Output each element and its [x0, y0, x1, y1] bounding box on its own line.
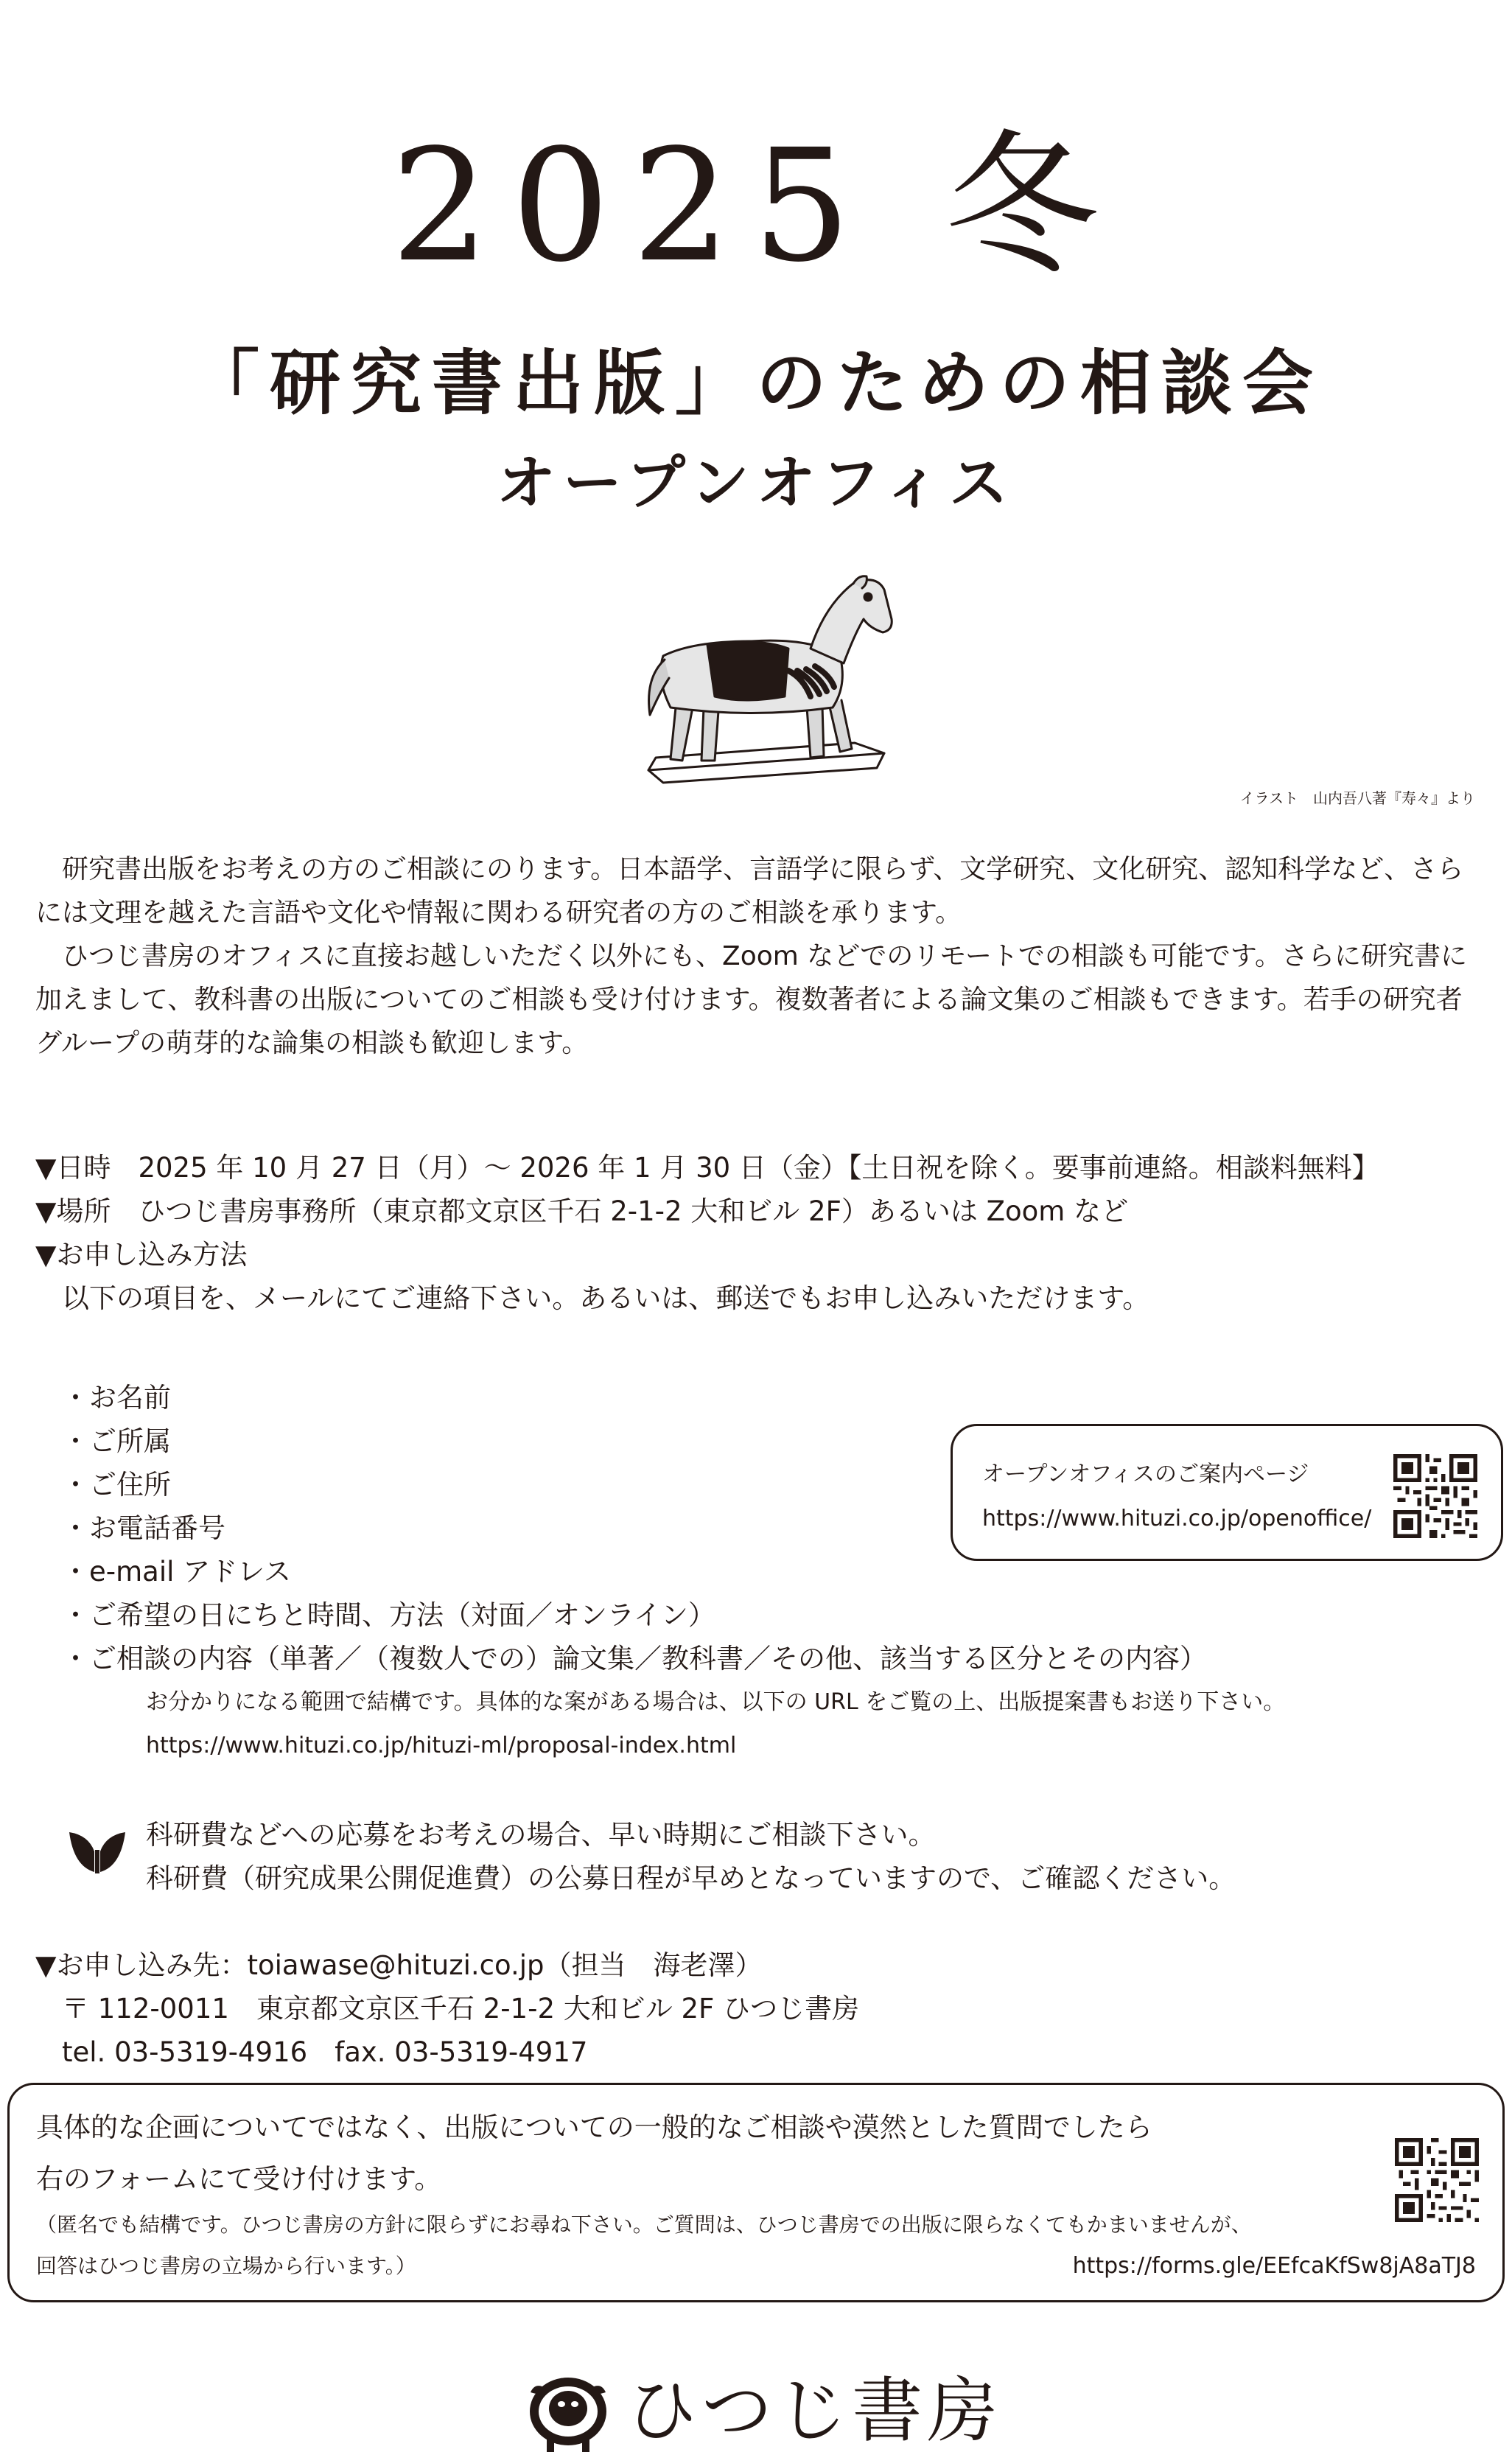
intro-paragraph-2: ひつじ書房のオフィスに直接お越しいただく以外にも、Zoom などでのリモートでの相談も可能です。さらに研究書に加えまして、教科書の出版についてのご相談も受け付けます。複数著者による論文集のご相談もできます。若手の研究者グループの萌芽的な論集の相談も歓迎します。: [35, 941, 1467, 1058]
info-box-label: オープンオフィスのご案内ページ: [982, 1461, 1309, 1487]
place-line: ▼場所 ひつじ書房事務所（東京都文京区千石 2-1-2 大和ビル 2F）あるいは Zoom など: [35, 1195, 1129, 1227]
form-qr-code-icon[interactable]: [1395, 2138, 1479, 2222]
item-phone: ・お電話番号: [62, 1512, 225, 1544]
form-box-note-1: （匿名でも結構です。ひつじ書房の方針に限らずにお尋ね下さい。ご質問は、ひつじ書房での出版に限らなくてもかまいませんが、: [36, 2212, 1252, 2237]
item-email: ・e-mail アドレス: [62, 1556, 292, 1587]
contact-phone-fax: tel. 03-5319-4916 fax. 03-5319-4917: [62, 2036, 588, 2068]
qr-code-icon[interactable]: [1393, 1454, 1477, 1538]
item-preferred-time: ・ご希望の日にちと時間、方法（対面／オンライン）: [62, 1599, 715, 1631]
general-inquiry-form-box: [7, 2083, 1505, 2302]
form-box-note-2: 回答はひつじ書房の立場から行います。）: [36, 2254, 416, 2278]
proposal-url-link[interactable]: https://www.hituzi.co.jp/hituzi-ml/proposal-index.html: [146, 1733, 737, 1758]
page-title: 2025 冬: [391, 116, 1121, 296]
intro-text: [35, 848, 1483, 1065]
form-box-line-1: 具体的な企画についてではなく、出版についての一般的なご相談や漠然とした質問でしたら: [36, 2112, 1152, 2143]
form-box-line-2: 右のフォームにて受け付けます。: [36, 2163, 442, 2195]
sheep-logo-icon: [525, 2366, 612, 2452]
info-box-url-link[interactable]: https://www.hituzi.co.jp/openoffice/: [982, 1506, 1372, 1531]
horse-illustration: [634, 567, 899, 789]
footer-logo-text: ひつじ書房: [626, 2369, 1002, 2452]
item-address: ・ご住所: [62, 1469, 171, 1501]
kakenhi-line-2: 科研費（研究成果公開促進費）の公募日程が早めとなっていますので、ご確認ください。: [146, 1862, 1236, 1894]
page-subtitle-open-office: オープンオフィス: [497, 448, 1015, 517]
item-consultation-content: ・ご相談の内容（単著／（複数人での）論文集／教科書／その他、該当する区分とその内容）: [62, 1643, 1207, 1674]
kakenhi-line-1: 科研費などへの応募をお考えの場合、早い時期にご相談下さい。: [146, 1819, 936, 1851]
page-subtitle: 「研究書出版」のための相談会: [189, 341, 1323, 425]
apply-heading: ▼お申し込み方法: [35, 1239, 248, 1271]
illustration-credit: イラスト 山内吾八著『寿々』より: [1239, 789, 1475, 807]
datetime-line: ▼日時 2025 年 10 月 27 日（月）～ 2026 年 1 月 30 日（金）【土日祝を除く。要事前連絡。相談料無料】: [35, 1152, 1379, 1184]
item-affiliation: ・ご所属: [62, 1425, 171, 1457]
note-text: お分かりになる範囲で結構です。具体的な案がある場合は、以下の URL をご覧の上、出版提案書もお送り下さい。: [146, 1689, 1286, 1715]
item-name: ・お名前: [62, 1382, 171, 1414]
open-office-info-box: [951, 1424, 1503, 1561]
sprout-icon: [66, 1820, 128, 1875]
apply-description: 以下の項目を、メールにてご連絡下さい。あるいは、郵送でもお申し込みいただけます。: [62, 1282, 1150, 1314]
contact-email-line[interactable]: ▼お申し込み先：toiawase@hituzi.co.jp（担当 海老澤）: [35, 1949, 763, 1981]
intro-paragraph-1: 研究書出版をお考えの方のご相談にのります。日本語学、言語学に限らず、文学研究、文化研究、認知科学など、さらには文理を越えた言語や文化や情報に関わる研究者の方のご相談を承ります。: [35, 854, 1464, 928]
contact-address: 〒 112-0011 東京都文京区千石 2-1-2 大和ビル 2F ひつじ書房: [62, 1993, 860, 2025]
form-url-link[interactable]: https://forms.gle/EEfcaKfSw8jA8aTJ8: [1072, 2253, 1476, 2279]
